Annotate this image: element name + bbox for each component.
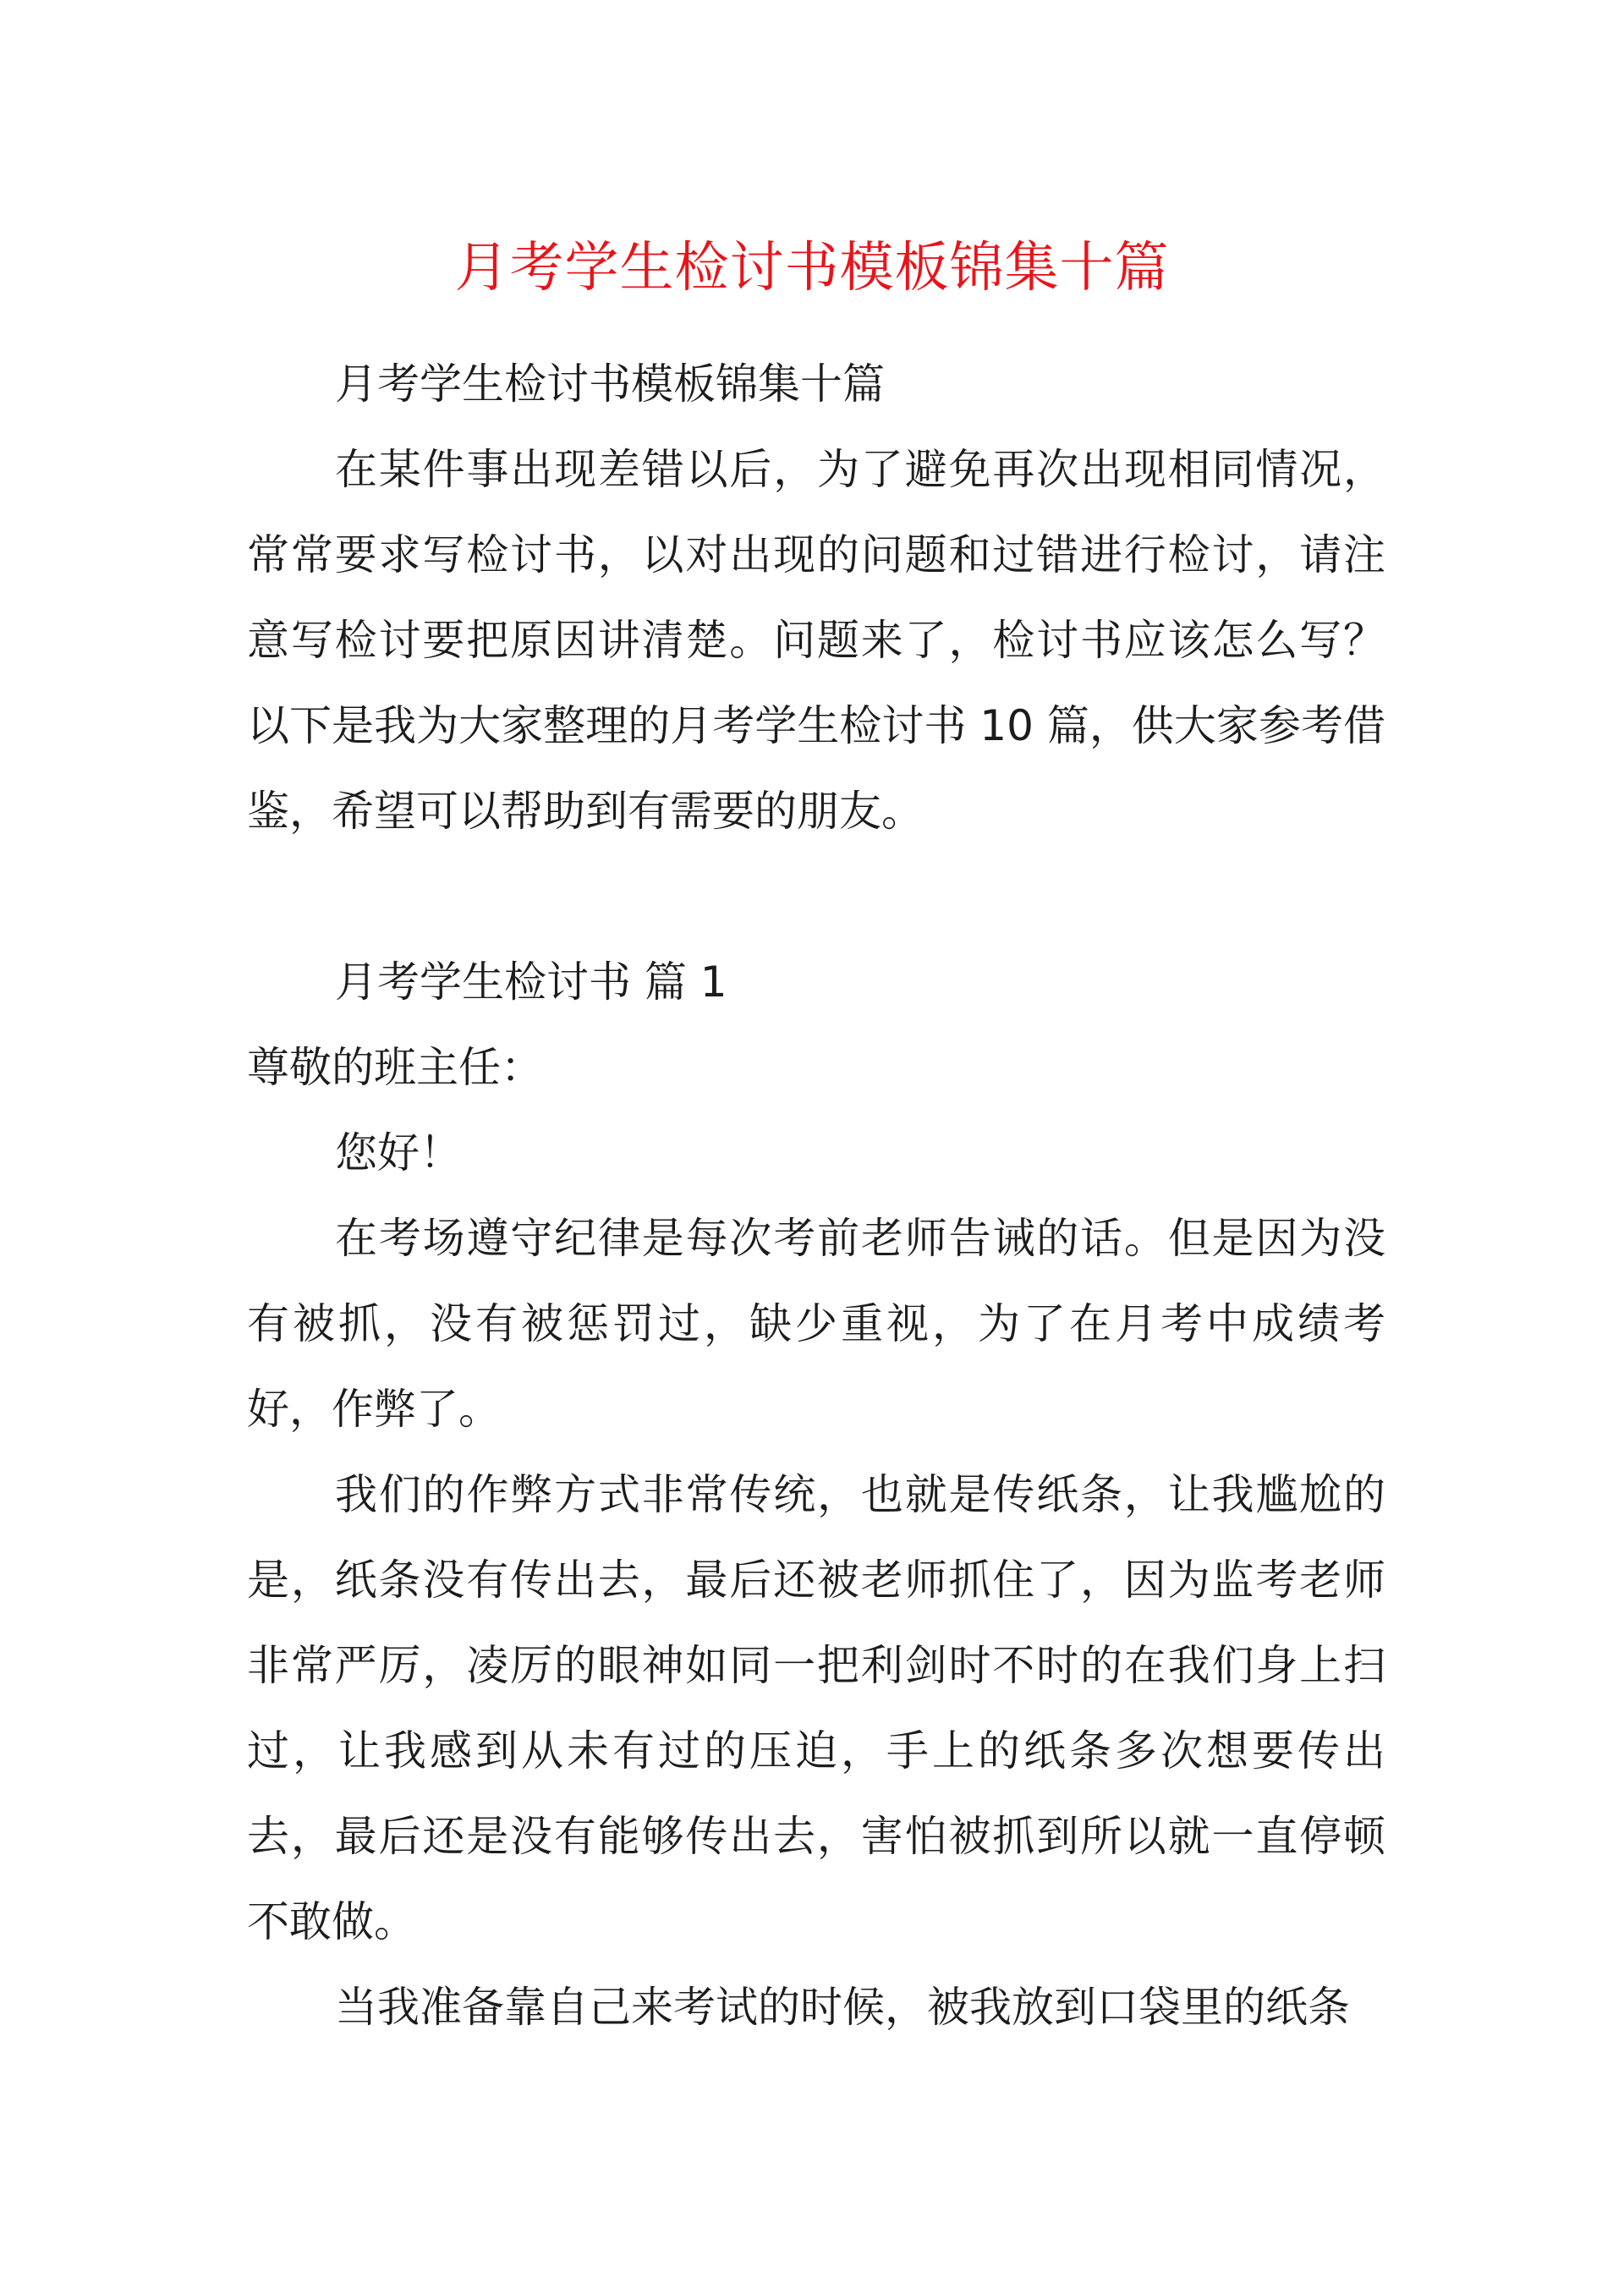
body-paragraph: 当我准备靠自己来考试的时候，被我放到口袋里的纸条 [335,1983,1350,2032]
salutation: 尊敬的班主任： [247,1043,543,1092]
intro-paragraph: 在某件事出现差错以后，为了避免再次出现相同情况，常常要求写检讨书，以对出现的问题和过错进行检讨，请注意写检讨要把原因讲清楚。问题来了，检讨书应该怎么写？以下是我为大家整理的月考学生检讨书 10 篇，供大家参考借鉴，希望可以帮助到有需要的朋友。 [247,445,1385,836]
subtitle-paragraph: 月考学生检讨书模板锦集十篇 [335,359,885,409]
blank-line [247,854,1385,940]
document-body [247,342,1385,2050]
document-title: 月考学生检讨书模板锦集十篇 [454,237,1170,299]
greeting: 您好！ [335,1128,462,1177]
section-heading: 月考学生检讨书 篇 1 [335,958,727,1007]
body-paragraph: 我们的作弊方式非常传统，也就是传纸条，让我尴尬的是，纸条没有传出去，最后还被老师抓住了，因为监考老师非常严厉，凌厉的眼神如同一把利剑时不时的在我们身上扫过，让我感到从未有过的压迫，手上的纸条多次想要传出去，最后还是没有能够传出去，害怕被抓到所以就一直停顿不敢做。 [247,1470,1385,1946]
body-paragraph: 在考场遵守纪律是每次考前老师告诫的话。但是因为没有被抓，没有被惩罚过，缺少重视，为了在月考中成绩考好，作弊了。 [247,1214,1385,1434]
